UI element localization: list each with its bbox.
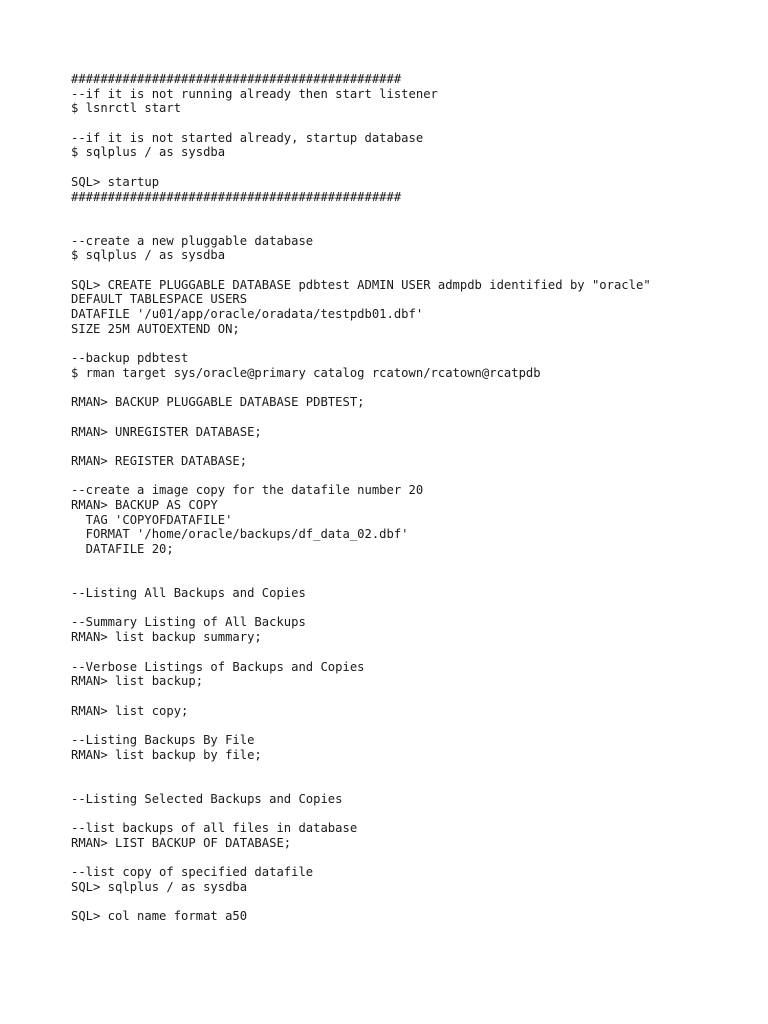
code-line: RMAN> REGISTER DATABASE; [71,453,248,468]
blank-line [71,762,761,777]
code-line: $ rman target sys/oracle@primary catalog rcatown/rcatown@rcatpdb [71,365,541,380]
code-line: SIZE 25M AUTOEXTEND ON; [71,321,240,336]
blank-line [71,469,761,484]
code-line: SQL> CREATE PLUGGABLE DATABASE pdbtest ADMIN USER admpdb identified by "oracle" [71,277,651,292]
code-line: --Listing Backups By File [71,732,255,747]
code-line: --Listing Selected Backups and Copies [71,791,343,806]
blank-line [71,116,761,131]
code-line: SQL> startup [71,174,160,189]
blank-line [71,410,761,425]
code-line: RMAN> BACKUP AS COPY [71,497,218,512]
code-line: --if it is not started already, startup database [71,130,424,145]
code-line: RMAN> UNREGISTER DATABASE; [71,424,262,439]
code-line: TAG 'COPYOFDATAFILE' [71,512,233,527]
code-line: $ sqlplus / as sysdba [71,248,226,263]
blank-line [71,645,761,660]
blank-line [71,601,761,616]
blank-line [71,263,761,278]
blank-line [71,571,761,586]
code-line: DATAFILE '/u01/app/oracle/oradata/testpdb01.dbf' [71,307,424,321]
code-line: ############################################# [71,72,402,86]
blank-line [71,439,761,454]
code-line: --create a new pluggable database [71,233,314,248]
code-line: DATAFILE 20; [71,542,174,556]
code-line: RMAN> list backup summary; [71,630,262,645]
blank-line [71,718,761,733]
code-line: RMAN> list copy; [71,703,189,718]
code-line: RMAN> list backup; [71,674,204,689]
code-line: SQL> col name format a50 [71,909,248,924]
blank-line [71,557,761,572]
blank-line [71,850,761,865]
code-line: RMAN> list backup by file; [71,747,262,762]
blank-line [71,336,761,351]
blank-line [71,204,761,219]
code-line: $ lsnrctl start [71,101,182,116]
code-line: --Verbose Listings of Backups and Copies [71,659,365,674]
blank-line [71,895,761,910]
code-line: --Summary Listing of All Backups [71,615,306,630]
code-line: --backup pdbtest [71,351,189,366]
blank-line [71,777,761,792]
code-line: --if it is not running already then start listener [71,86,438,101]
code-line: RMAN> BACKUP PLUGGABLE DATABASE PDBTEST; [71,395,365,410]
code-listing [71,72,761,924]
blank-line [71,380,761,395]
blank-line [71,689,761,704]
code-line: --Listing All Backups and Copies [71,586,306,601]
blank-line [71,219,761,234]
code-line: FORMAT '/home/oracle/backups/df_data_02.dbf' [71,527,409,542]
code-line: --list backups of all files in database [71,821,358,836]
code-line: DEFAULT TABLESPACE USERS [71,292,248,307]
code-line: $ sqlplus / as sysdba [71,145,226,160]
code-line: RMAN> LIST BACKUP OF DATABASE; [71,835,292,850]
code-line: SQL> sqlplus / as sysdba [71,879,248,894]
code-line: --list copy of specified datafile [71,865,314,880]
blank-line [71,160,761,175]
blank-line [71,806,761,821]
code-line: --create a image copy for the datafile number 20 [71,483,424,498]
code-line: ############################################# [71,189,402,204]
